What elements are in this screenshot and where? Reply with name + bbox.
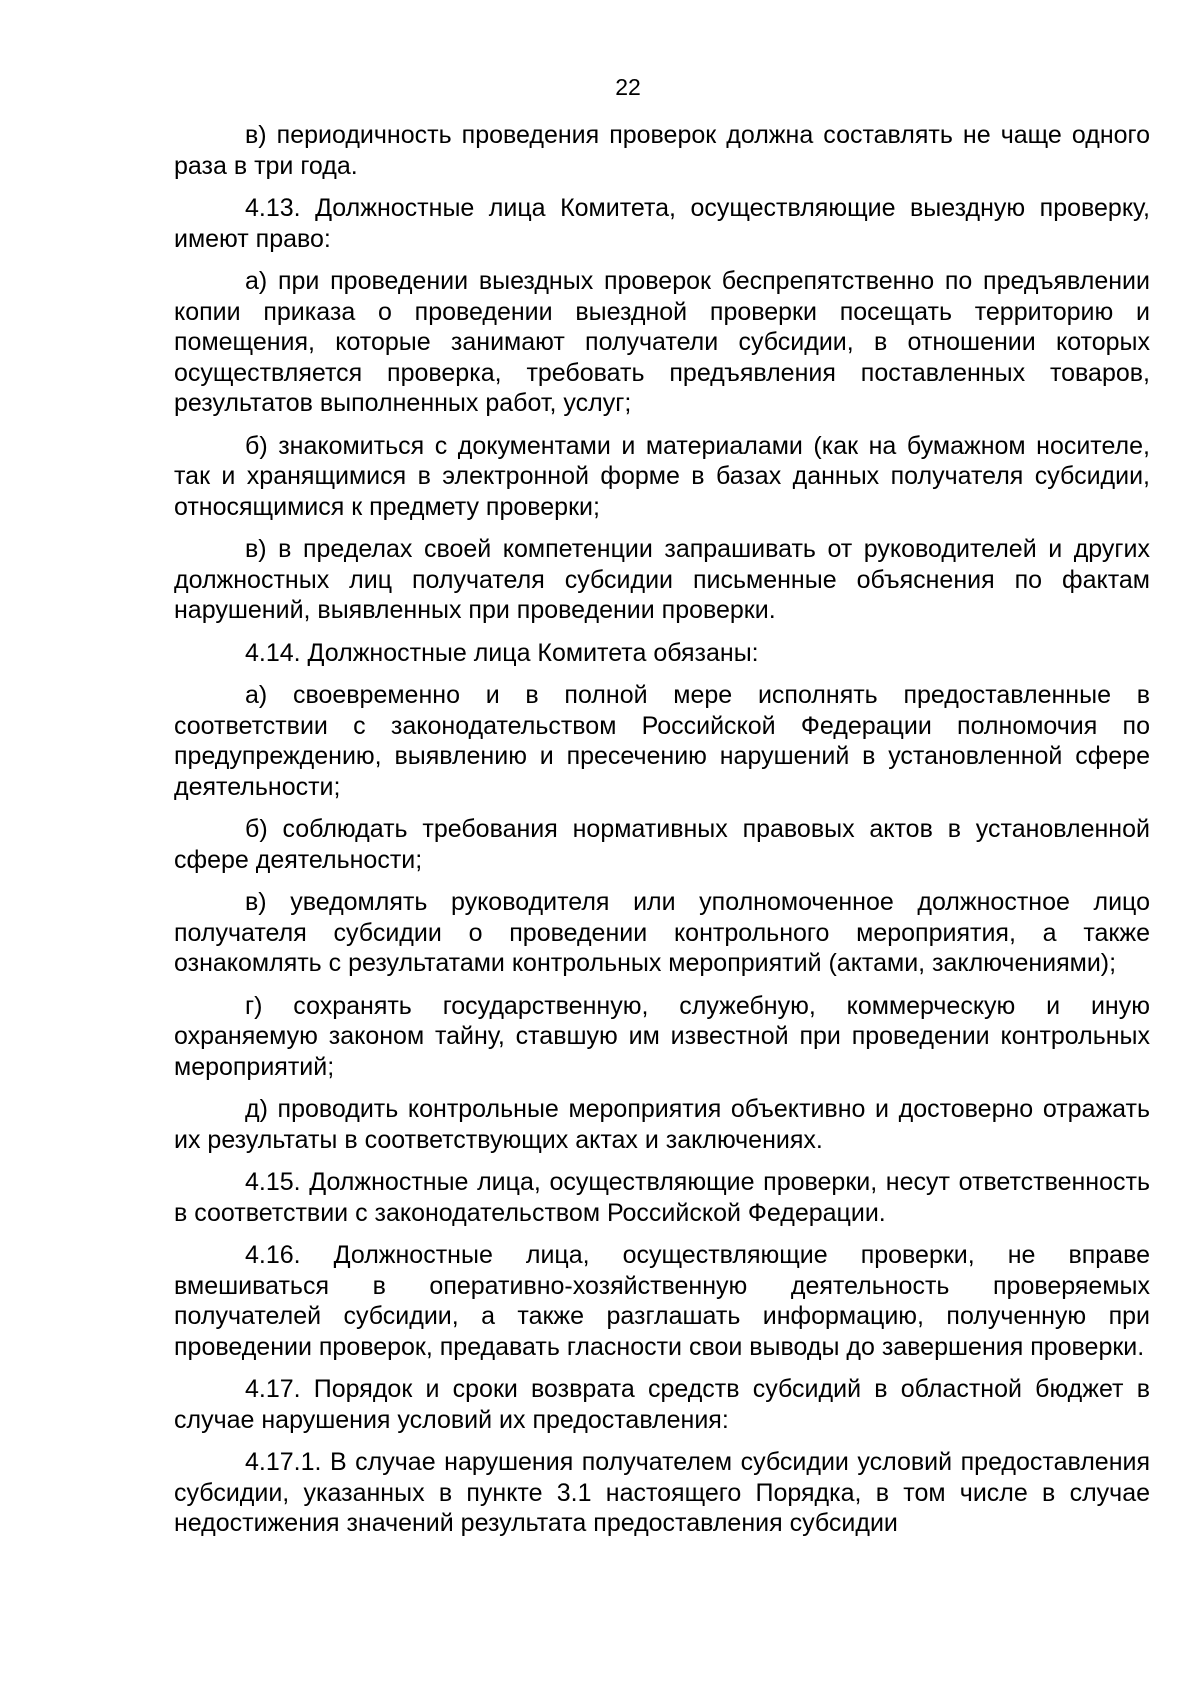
paragraph-4-14: 4.14. Должностные лица Комитета обязаны: (245, 638, 759, 667)
paragraph-4-16: 4.16. Должностные лица, осуществляющие проверки, не вправе вмешиваться в оперативно-хозяйственную деятельность проверяемых получателей субсидии, а также разглашать информацию, полученную при проведении проверок, предавать гласности свои выводы до завершения проверки. (174, 1241, 1150, 1361)
paragraph-4-17-1: 4.17.1. В случае нарушения получателем субсидии условий предоставления субсидии, указанных в пункте 3.1 настоящего Порядка, в том числе в случае недостижения значений результата предоставления субсидии (174, 1448, 1150, 1537)
paragraph-4-14-g: г) сохранять государственную, служебную, коммерческую и иную охраняемую законом тайну, ставшую им известной при проведении контрольных мероприятий; (174, 991, 1150, 1081)
paragraph-v-periodicity: в) периодичность проведения проверок должна составлять не чаще одного раза в три года. (174, 121, 1150, 180)
paragraph-4-13: 4.13. Должностные лица Комитета, осуществляющие выездную проверку, имеют право: (174, 194, 1150, 253)
document-body (174, 120, 1150, 1551)
paragraph-4-17: 4.17. Порядок и сроки возврата средств субсидий в областной бюджет в случае нарушения условий их предоставления: (174, 1375, 1150, 1434)
paragraph-4-13-b: б) знакомиться с документами и материалами (как на бумажном носителе, так и хранящимися в электронной форме в базах данных получателя субсидии, относящимися к предмету проверки; (174, 431, 1150, 521)
paragraph-4-15: 4.15. Должностные лица, осуществляющие проверки, несут ответственность в соответствии с законодательством Российской Федерации. (174, 1168, 1150, 1227)
paragraph-4-14-b: б) соблюдать требования нормативных правовых актов в установленной сфере деятельности; (174, 815, 1150, 874)
paragraph-4-14-a: а) своевременно и в полной мере исполнять предоставленные в соответствии с законодательством Российской Федерации полномочия по предупреждению, выявлению и пресечению нарушений в установленной сфере деятельности; (174, 681, 1150, 801)
paragraph-4-14-d: д) проводить контрольные мероприятия объективно и достоверно отражать их результаты в соответствующих актах и заключениях. (174, 1095, 1150, 1154)
paragraph-4-14-v: в) уведомлять руководителя или уполномоченное должностное лицо получателя субсидии о проведении контрольного мероприятия, а также ознакомлять с результатами контрольных мероприятий (актами, заключениями); (174, 888, 1150, 977)
page-number: 22 (615, 74, 641, 100)
paragraph-4-13-a: а) при проведении выездных проверок беспрепятственно по предъявлении копии приказа о проведении выездной проверки посещать территорию и помещения, которые занимают получатели субсидии, в отношении которых осуществляется проверка, требовать предъявления поставленных товаров, результатов выполненных работ, услуг; (174, 267, 1150, 417)
paragraph-4-13-v: в) в пределах своей компетенции запрашивать от руководителей и других должностных лиц получателя субсидии письменные объяснения по фактам нарушений, выявленных при проведении проверки. (174, 535, 1150, 624)
